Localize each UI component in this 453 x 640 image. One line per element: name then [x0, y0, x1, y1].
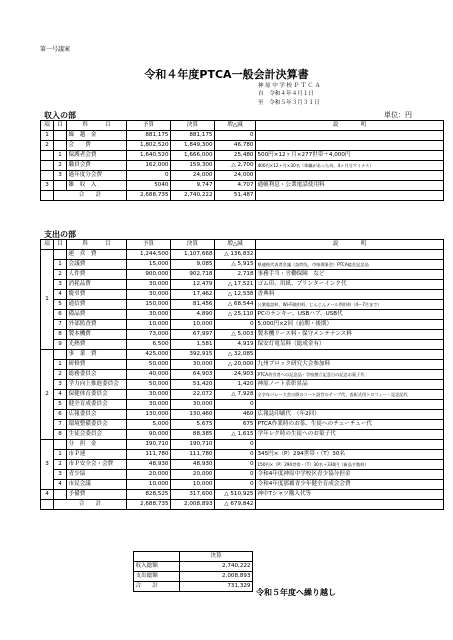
- item-moku-cell: 1: [54, 260, 67, 270]
- table-row: [41, 280, 444, 290]
- actual-cell: 9,747: [171, 181, 215, 191]
- note-cell: [256, 440, 444, 450]
- budget-cell: 1,640,520: [127, 151, 171, 161]
- item-name-cell: 環境整備委員会: [67, 420, 127, 430]
- table-row: [41, 380, 444, 390]
- item-moku-cell: 4: [54, 390, 67, 400]
- col-budget-header: 予算: [127, 240, 171, 250]
- item-moku-cell: 3: [54, 280, 67, 290]
- table-row: [41, 450, 444, 460]
- note-cell: 公衆電話料、Wi-Fi使用料、じんじんメール利用料（4～7月まで）: [256, 300, 444, 310]
- budget-cell: 150,000: [127, 300, 171, 310]
- col-name-header: 科 目: [67, 121, 127, 131]
- item-name-cell: 光熱費: [67, 340, 127, 350]
- item-moku-cell: 9: [54, 340, 67, 350]
- col-budget-header: 予算: [127, 121, 171, 131]
- item-name-cell: 市民会議: [67, 480, 127, 490]
- period-start: 自 令和４年４月１日: [258, 91, 314, 97]
- note-cell: 製本機リース料・保守メンテナンス料: [256, 330, 444, 340]
- summary-label-cell: 支出総額: [134, 572, 180, 582]
- budget-cell: 50,000: [127, 360, 171, 370]
- item-name-cell: 外部監査費: [67, 320, 127, 330]
- table-row: [41, 390, 444, 400]
- budget-cell: 111,780: [127, 450, 171, 460]
- budget-cell: 30,000: [127, 390, 171, 400]
- note-cell: [256, 171, 444, 181]
- actual-cell: 22,072: [171, 390, 215, 400]
- item-name-cell: 市Ｐ連: [67, 450, 127, 460]
- table-row: [41, 350, 444, 360]
- diff-cell: 460: [215, 410, 256, 420]
- diff-cell: 0: [215, 450, 256, 460]
- budget-cell: 10,000: [127, 480, 171, 490]
- budget-cell: 10,000: [127, 320, 171, 330]
- col-note-header: 説 明: [256, 240, 444, 250]
- organization-name: 神原中学校ＰＴＣＡ: [258, 83, 322, 89]
- item-moku-cell: 3: [54, 171, 67, 181]
- actual-cell: 10,000: [171, 320, 215, 330]
- actual-cell: 159,300: [171, 161, 215, 171]
- note-cell: 令和4年度那覇青少年健全育成会会費: [256, 480, 444, 490]
- item-kou-cell: [41, 151, 54, 161]
- table-row: [41, 370, 444, 380]
- table-row: [41, 131, 444, 141]
- table-row: [41, 340, 444, 350]
- table-row: [41, 171, 444, 181]
- actual-cell: 20,000: [171, 470, 215, 480]
- table-row: [41, 270, 444, 280]
- budget-cell: 1,244,500: [127, 250, 171, 260]
- total-label-cell: 合 計: [54, 500, 127, 510]
- col-moku-header: 目: [54, 121, 67, 131]
- carry-forward-note: 令和５年度へ繰り越し: [256, 588, 336, 597]
- summary-row: [134, 562, 253, 572]
- actual-cell: 902,718: [171, 270, 215, 280]
- item-name-cell: 職員会費: [67, 161, 127, 171]
- unit-label: 単位：円: [384, 111, 412, 119]
- table-row: [41, 181, 444, 191]
- note-cell: 全学年バレー大会の際のコート設営のテープ代、表彰式用トロフィー・記念品代: [256, 390, 444, 400]
- budget-cell: 130,000: [127, 410, 171, 420]
- item-name-cell: 市Ｐ安全会・会費: [67, 460, 127, 470]
- actual-cell: 10,000: [171, 480, 215, 490]
- item-name-cell: 保健体育委員会: [67, 390, 127, 400]
- summary-table: [133, 551, 253, 592]
- summary-header-row: [134, 552, 253, 562]
- table-row: [41, 410, 444, 420]
- actual-cell: 111,780: [171, 450, 215, 460]
- item-kou-cell: 2: [41, 350, 54, 440]
- note-cell: PTCA作業時のお茶、生徒へのチューチュー代: [256, 420, 444, 430]
- item-moku-cell: [54, 181, 67, 191]
- item-name-cell: 研修費: [67, 360, 127, 370]
- item-moku-cell: 1: [54, 450, 67, 460]
- note-cell: 神原ノート表彰景品: [256, 380, 444, 390]
- item-moku-cell: [54, 490, 67, 500]
- item-moku-cell: [54, 131, 67, 141]
- actual-cell: 30,000: [171, 400, 215, 410]
- header-row: [41, 121, 444, 131]
- budget-cell: 30,000: [127, 280, 171, 290]
- diff-cell: 2,718: [215, 270, 256, 280]
- budget-cell: 20,000: [127, 470, 171, 480]
- col-actual-header: 決算: [171, 121, 215, 131]
- item-name-cell: 運 営 費: [67, 250, 127, 260]
- actual-cell: 17,462: [171, 290, 215, 300]
- diff-cell: △ 5,915: [215, 260, 256, 270]
- item-kou-cell: 1: [41, 250, 54, 350]
- diff-cell: △ 32,085: [215, 350, 256, 360]
- table-row: [41, 470, 444, 480]
- budget-cell: 15,000: [127, 260, 171, 270]
- budget-cell: 5040: [127, 181, 171, 191]
- item-kou-cell: [41, 171, 54, 181]
- diff-cell: 4,919: [215, 340, 256, 350]
- diff-cell: △ 68,544: [215, 300, 256, 310]
- item-moku-cell: 7: [54, 320, 67, 330]
- diff-cell: △ 1,615: [215, 430, 256, 440]
- item-kou-cell: 3: [41, 440, 54, 490]
- table-row: [41, 420, 444, 430]
- item-kou-cell: 1: [41, 131, 54, 141]
- note-cell: 保安灯電気料（総成金有）: [256, 340, 444, 350]
- diff-cell: 46,780: [215, 141, 256, 151]
- actual-cell: 81,456: [171, 300, 215, 310]
- budget-cell: 900,000: [127, 270, 171, 280]
- actual-cell: 51,420: [171, 380, 215, 390]
- note-cell: 県連絡代表者会議（訪問先、市県理事会）PTCA総会記念品: [256, 260, 444, 270]
- diff-cell: 51,487: [215, 191, 256, 201]
- total-label-cell: 合 計: [54, 191, 127, 201]
- budget-cell: 30,000: [127, 400, 171, 410]
- item-name-cell: 広報委員会: [67, 410, 127, 420]
- income-table: [40, 120, 444, 201]
- expense-section-title: 支出の部: [44, 230, 76, 239]
- item-name-cell: 保護者会費: [67, 151, 127, 161]
- diff-cell: 25,480: [215, 151, 256, 161]
- table-row: [41, 440, 444, 450]
- budget-cell: 881,175: [127, 131, 171, 141]
- table-row: [41, 490, 444, 500]
- item-moku-cell: 2: [54, 270, 67, 280]
- item-name-cell: 生徒会委員会: [67, 430, 127, 440]
- budget-cell: 48,930: [127, 460, 171, 470]
- note-cell: [256, 131, 444, 141]
- actual-cell: 67,997: [171, 330, 215, 340]
- actual-cell: 1,849,300: [171, 141, 215, 151]
- summary-value-header: 決算: [180, 552, 253, 562]
- item-name-cell: 学力向上推進委員会: [67, 380, 127, 390]
- actual-cell: 30,000: [171, 360, 215, 370]
- diff-cell: △ 679,842: [215, 500, 256, 510]
- item-kou-cell: 3: [41, 181, 54, 191]
- diff-cell: 0: [215, 400, 256, 410]
- table-row: [41, 330, 444, 340]
- note-cell: 400円×12ヶ月×30名（休職があった為、4ヶ月分マイナス）: [256, 161, 444, 171]
- item-name-cell: 総務委員会: [67, 370, 127, 380]
- note-cell: 5,000円×2回（前期・後期）: [256, 320, 444, 330]
- diff-cell: 0: [215, 440, 256, 450]
- budget-cell: 5,000: [127, 420, 171, 430]
- item-name-cell: 人件費: [67, 270, 127, 280]
- col-note-header: 説 明: [256, 121, 444, 131]
- item-name-cell: 会議費: [67, 260, 127, 270]
- item-moku-cell: 1: [54, 151, 67, 161]
- item-moku-cell: 3: [54, 380, 67, 390]
- note-cell: [256, 191, 444, 201]
- income-section-title: 収入の部: [44, 111, 76, 120]
- summary-blank-header: [134, 552, 180, 562]
- item-moku-cell: 6: [54, 310, 67, 320]
- actual-cell: 190,710: [171, 440, 215, 450]
- note-cell: [256, 350, 444, 360]
- summary-row: [134, 572, 253, 582]
- table-row: [41, 460, 444, 470]
- note-cell: [256, 250, 444, 260]
- note-cell: 神中Tシャツ購入代等: [256, 490, 444, 500]
- table-row: [41, 250, 444, 260]
- note-cell: 通帳利息・公衆電話使用料: [256, 181, 444, 191]
- col-moku-header: 目: [54, 240, 67, 250]
- table-row: [41, 480, 444, 490]
- item-moku-cell: 3: [54, 470, 67, 480]
- item-moku-cell: [54, 141, 67, 151]
- col-diff-header: 増△減: [215, 240, 256, 250]
- note-cell: 令和4年度神原中学校区青少協分担金: [256, 470, 444, 480]
- actual-cell: 1,581: [171, 340, 215, 350]
- budget-cell: 828,525: [127, 490, 171, 500]
- item-kou-cell: 2: [41, 141, 54, 151]
- table-row: [41, 151, 444, 161]
- table-row: [41, 141, 444, 151]
- actual-cell: 130,460: [171, 410, 215, 420]
- diff-cell: 675: [215, 420, 256, 430]
- budget-cell: 6,500: [127, 340, 171, 350]
- item-moku-cell: [54, 250, 67, 260]
- period-end: 至 令和５年３月３１日: [258, 100, 320, 106]
- note-cell: 事務手当・労働保険 など: [256, 270, 444, 280]
- actual-cell: 881,175: [171, 131, 215, 141]
- actual-cell: 2,008,893: [171, 500, 215, 510]
- table-row: [41, 161, 444, 171]
- item-moku-cell: 2: [54, 460, 67, 470]
- item-name-cell: 青少協: [67, 470, 127, 480]
- expense-table: [40, 239, 444, 510]
- item-moku-cell: 1: [54, 360, 67, 370]
- note-cell: 香典料: [256, 290, 444, 300]
- note-cell: 345円×（P）294世帯・（T）30名: [256, 450, 444, 460]
- note-cell: 学年レク時の生徒へのお菓子代: [256, 430, 444, 440]
- item-name-cell: 過年度分会費: [67, 171, 127, 181]
- table-row: [41, 400, 444, 410]
- diff-cell: 1,420: [215, 380, 256, 390]
- item-name-cell: 備品費: [67, 310, 127, 320]
- item-moku-cell: 6: [54, 410, 67, 420]
- diff-cell: △ 510,925: [215, 490, 256, 500]
- actual-cell: 1,107,668: [171, 250, 215, 260]
- item-name-cell: 会 費: [67, 141, 127, 151]
- actual-cell: 4,890: [171, 310, 215, 320]
- diff-cell: △ 2,700: [215, 161, 256, 171]
- diff-cell: 24,903: [215, 370, 256, 380]
- item-moku-cell: 2: [54, 370, 67, 380]
- note-cell: 150円×（P）294世帯・（T）30名＋330円（新品手数料）: [256, 460, 444, 470]
- actual-cell: 64,903: [171, 370, 215, 380]
- diff-cell: 0: [215, 131, 256, 141]
- col-actual-header: 決算: [171, 240, 215, 250]
- budget-cell: 425,000: [127, 350, 171, 360]
- note-cell: PCのテンキー、USBハブ、USB代: [256, 310, 444, 320]
- diff-cell: 0: [215, 460, 256, 470]
- actual-cell: 12,479: [171, 280, 215, 290]
- actual-cell: 24,000: [171, 171, 215, 181]
- item-name-cell: 雑 収 入: [67, 181, 127, 191]
- col-diff-header: 増△減: [215, 121, 256, 131]
- item-moku-cell: 4: [54, 290, 67, 300]
- item-moku-cell: 5: [54, 300, 67, 310]
- summary-value-cell: 2,740,222: [180, 562, 253, 572]
- budget-cell: 2,688,735: [127, 191, 171, 201]
- actual-cell: 392,915: [171, 350, 215, 360]
- item-name-cell: 事 業 費: [67, 350, 127, 360]
- item-kou-cell: [41, 161, 54, 171]
- table-row: [41, 320, 444, 330]
- budget-cell: 0: [127, 171, 171, 181]
- table-row: [41, 500, 444, 510]
- summary-label-cell: 収入総額: [134, 562, 180, 572]
- note-cell: 広報誌印刷代 （年2回）: [256, 410, 444, 420]
- note-cell: [256, 500, 444, 510]
- budget-cell: 73,000: [127, 330, 171, 340]
- actual-cell: 317,600: [171, 490, 215, 500]
- table-row: [41, 191, 444, 201]
- item-moku-cell: 8: [54, 330, 67, 340]
- note-cell: [256, 400, 444, 410]
- note-cell: [256, 141, 444, 151]
- diff-cell: △ 25,110: [215, 310, 256, 320]
- note-cell: ゴム印、用紙、プリンターインク代: [256, 280, 444, 290]
- actual-cell: 1,666,000: [171, 151, 215, 161]
- col-kou-header: 項: [41, 121, 54, 131]
- diff-cell: △ 136,832: [215, 250, 256, 260]
- table-row: [41, 260, 444, 270]
- item-name-cell: 消耗品費: [67, 280, 127, 290]
- table-row: [41, 360, 444, 370]
- budget-cell: 162,000: [127, 161, 171, 171]
- table-row: [41, 290, 444, 300]
- diff-cell: △ 12,538: [215, 290, 256, 300]
- item-moku-cell: 2: [54, 161, 67, 171]
- diff-cell: 24,000: [215, 171, 256, 181]
- note-cell: 500円×12ヶ月×277世帯＋4,000円: [256, 151, 444, 161]
- summary-row: [134, 582, 253, 592]
- summary-value-cell: 731,329: [180, 582, 253, 592]
- diff-cell: 4,707: [215, 181, 256, 191]
- summary-label-cell: 合 計: [134, 582, 180, 592]
- item-kou-cell: [41, 191, 54, 201]
- item-moku-cell: [54, 440, 67, 450]
- diff-cell: 0: [215, 320, 256, 330]
- table-row: [41, 310, 444, 320]
- item-name-cell: 予備費: [67, 490, 127, 500]
- item-moku-cell: 4: [54, 480, 67, 490]
- summary-value-cell: 2,008,893: [180, 572, 253, 582]
- item-moku-cell: 7: [54, 420, 67, 430]
- diff-cell: △ 17,521: [215, 280, 256, 290]
- item-kou-cell: [41, 500, 54, 510]
- item-moku-cell: 8: [54, 430, 67, 440]
- diff-cell: △ 20,000: [215, 360, 256, 370]
- table-row: [41, 430, 444, 440]
- header-row: [41, 240, 444, 250]
- note-cell: 九州ブロック研究大会参加料: [256, 360, 444, 370]
- col-kou-header: 項: [41, 240, 54, 250]
- diff-cell: 0: [215, 470, 256, 480]
- actual-cell: 88,385: [171, 430, 215, 440]
- item-kou-cell: 4: [41, 490, 54, 500]
- diff-cell: 0: [215, 480, 256, 490]
- actual-cell: 48,930: [171, 460, 215, 470]
- actual-cell: 9,085: [171, 260, 215, 270]
- actual-cell: 2,740,222: [171, 191, 215, 201]
- item-name-cell: 通信費: [67, 300, 127, 310]
- item-name-cell: 製本機費: [67, 330, 127, 340]
- diff-cell: △ 5,003: [215, 330, 256, 340]
- budget-cell: 40,000: [127, 370, 171, 380]
- table-row: [41, 300, 444, 310]
- diff-cell: △ 7,928: [215, 390, 256, 400]
- document-number-label: 第一号議案: [40, 46, 71, 53]
- item-name-cell: 健全育成委員会: [67, 400, 127, 410]
- item-moku-cell: 5: [54, 400, 67, 410]
- note-cell: PTCA功労者への記念品・学校創立記念日の記念お菓子代: [256, 370, 444, 380]
- item-name-cell: 繰 越 金: [67, 131, 127, 141]
- page-title: 令和４年度PTCA一般会計決算書: [144, 68, 309, 81]
- budget-cell: 2,688,735: [127, 500, 171, 510]
- budget-cell: 1,802,520: [127, 141, 171, 151]
- actual-cell: 5,675: [171, 420, 215, 430]
- budget-cell: 90,000: [127, 430, 171, 440]
- item-name-cell: 慶弔費: [67, 290, 127, 300]
- item-name-cell: 分 担 金: [67, 440, 127, 450]
- col-name-header: 科 目: [67, 240, 127, 250]
- budget-cell: 30,000: [127, 310, 171, 320]
- item-moku-cell: [54, 350, 67, 360]
- budget-cell: 50,000: [127, 380, 171, 390]
- budget-cell: 30,000: [127, 290, 171, 300]
- budget-cell: 190,710: [127, 440, 171, 450]
